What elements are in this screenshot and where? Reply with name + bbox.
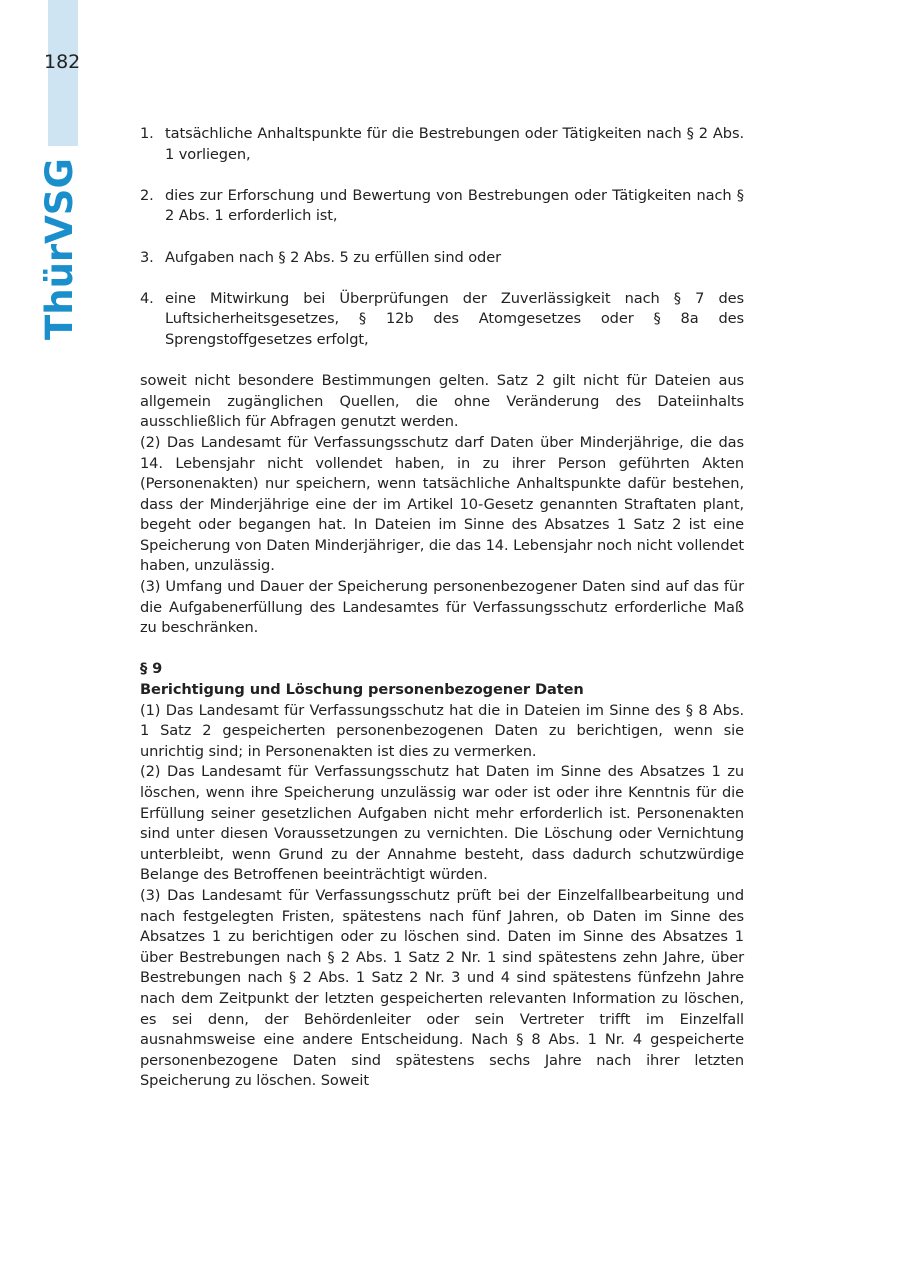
list-item [140,124,744,165]
page-number: 182 [44,51,81,73]
paragraph-s9-2: (2) Das Landesamt für Verfassungsschutz hat Daten im Sinne des Absatzes 1 zu löschen, wenn ihre Speicherung unzulässig war oder ist oder ihre Kenntnis für die Erfüllung seiner gesetzlichen Aufgaben nicht mehr erforderlich ist. Personenakten sind unter diesen Voraussetzungen zu vernichten. Die Löschung oder Vernichtung unterbleibt, wenn Grund zu der Annahme besteht, dass dadurch schutzwürdige Belange des Betroffenen beeinträchtigt würden. [140,763,744,884]
list-item-text: eine Mitwirkung bei Überprüfungen der Zuverlässigkeit nach § 7 des Luftsicherheitsgesetzes, § 12b des Atomgesetzes oder § 8a des Sprengstoffgesetzes erfolgt, [165,289,744,348]
paragraph-s9-3: (3) Das Landesamt für Verfassungsschutz prüft bei der Einzelfallbearbeitung und nach festgelegten Fristen, spätestens nach fünf Jahren, ob Daten im Sinne des Absatzes 1 zu berichtigen oder zu löschen sind. Daten im Sinne des Absatzes 1 über Bestrebungen nach § 2 Abs. 1 Satz 2 Nr. 1 sind spätestens zehn Jahre, über Bestrebungen nach § 2 Abs. 1 Satz 2 Nr. 3 und 4 sind spätestens fünfzehn Jahre nach dem Zeitpunkt der letzten gespeicherten relevanten Information zu löschen, es sei denn, der Behördenleiter oder sein Vertreter trifft im Einzelfall ausnahmsweise eine andere Entscheidung. Nach § 8 Abs. 1 Nr. 4 gespeicherte personenbezogene Daten sind spätestens sechs Jahre nach ihrer letzten Speicherung zu löschen. Soweit [140,886,744,1090]
list-item [140,289,744,351]
list-item [140,248,744,269]
list-item-text: Aufgaben nach § 2 Abs. 5 zu erfüllen sind oder [165,248,501,266]
list-item [140,186,744,227]
list-item-text: dies zur Erforschung und Bewertung von Bestrebungen oder Tätigkeiten nach § 2 Abs. 1 erforderlich ist, [165,186,744,225]
paragraph-continuation: soweit nicht besondere Bestimmungen gelten. Satz 2 gilt nicht für Dateien aus allgemein zugänglichen Quellen, die ohne Veränderung des Dateiinhalts ausschließlich für Abfragen genutzt werden. [140,372,744,431]
paragraph-s9-1: (1) Das Landesamt für Verfassungsschutz hat die in Dateien im Sinne des § 8 Abs. 1 Satz 2 gespeicherten personenbezogenen Daten zu berichtigen, wenn sie unrichtig sind; in Personenakten ist dies zu vermerken. [140,701,744,760]
section-number: § 9 [140,660,163,678]
numbered-list [140,124,744,351]
list-item-number: 3. [140,248,154,266]
page-content [140,124,744,1092]
section-title: Berichtigung und Löschung personenbezogener Daten [140,681,584,699]
list-item-number: 2. [140,186,154,204]
section-heading [140,659,744,700]
side-law-title: ThürVSG [38,158,81,340]
paragraph-s8-3: (3) Umfang und Dauer der Speicherung personenbezogener Daten sind auf das für die Aufgabenerfüllung des Landesamtes für Verfassungsschutz erforderliche Maß zu beschränken. [140,578,744,637]
list-item-number: 1. [140,125,154,142]
list-item-number: 4. [140,289,154,307]
list-item-text: tatsächliche Anhaltspunkte für die Bestrebungen oder Tätigkeiten nach § 2 Abs. 1 vorliegen, [165,125,744,163]
paragraph-s8-2: (2) Das Landesamt für Verfassungsschutz darf Daten über Minderjährige, die das 14. Lebensjahr nicht vollendet haben, in zu ihrer Person geführten Akten (Personenakten) nur speichern, wenn tatsächliche Anhaltspunkte dafür bestehen, dass der Minderjährige eine der im Artikel 10-Gesetz genannten Straftaten plant, begeht oder begangen hat. In Dateien im Sinne des Absatzes 1 Satz 2 ist eine Speicherung von Daten Minderjähriger, die das 14. Lebensjahr noch nicht vollendet haben, unzulässig. [140,433,744,575]
